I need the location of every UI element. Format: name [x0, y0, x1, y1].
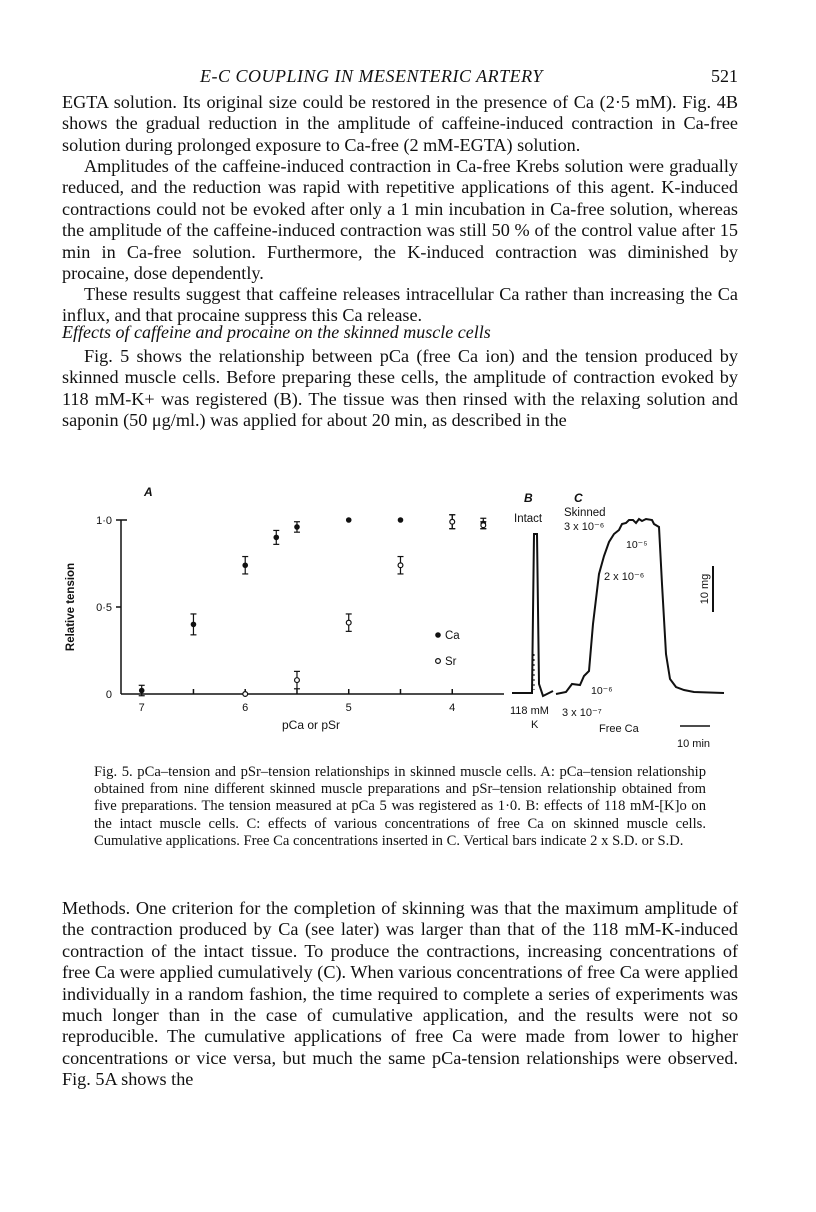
ca-point — [398, 517, 404, 523]
trace-b-label-k-conc: 118 mM — [510, 705, 549, 717]
sr-point — [243, 692, 248, 697]
trace-b-intact — [510, 513, 553, 731]
trace-c-skinned — [556, 507, 724, 735]
paragraph-fig5-intro: Fig. 5 shows the relationship between pCa (free Ca ion) and the tension produced by skinned muscle cells. Before preparing these cells, the amplitude of contraction evoked by 118 mM-K+ was registered (B). The tissue was then rinsed with the relaxing solution and saponin (50 μg/ml.) was applied for about 20 min, as described in the — [62, 346, 738, 431]
paragraph-egta: EGTA solution. Its original size could be restored in the presence of Ca (2·5 mM). Fig. 4B shows the gradual reduction in the amplitude of caffeine-induced contraction in Ca-free solution during prolonged exposure to Ca-free (2 mM-EGTA) solution. — [62, 92, 738, 155]
legend-ca-marker — [435, 632, 441, 638]
data-points — [139, 515, 487, 697]
y-tick-labels — [96, 515, 121, 701]
x-axis-label: pCa or pSr — [281, 718, 341, 732]
panel-a-label: A — [144, 485, 153, 499]
legend-ca-label: Ca — [445, 630, 460, 642]
panel-b-label: B — [524, 491, 533, 505]
ca-point — [242, 562, 248, 568]
paragraph-methods: Methods. One criterion for the completion of skinning was that the maximum amplitude of the contraction produced by Ca (see later) was larger than that of the 118 mM-K-induced contraction of the intact tissue. To produce the contractions, increasing concentrations of free Ca were applied cumulatively (C). When various concentrations of free Ca were applied individually in a random fashion, the time required to complete a series of experiments was much longer than in the case of cumulative application, and the results were not so reproducible. The cumulative applications of free Ca were made from lower to higher concentrations or vice versa, but much the same pCa-tension relationships were observed. Fig. 5A shows the — [62, 898, 738, 1090]
trace-c-1e-5: 10⁻⁵ — [626, 539, 648, 551]
paragraph-conclusion: These results suggest that caffeine releases intracellular Ca rather than increasing the Ca influx, and that procaine suppress this Ca release. — [62, 284, 738, 326]
y-tick-label: 0 — [105, 689, 112, 701]
trace-c-3e-7: 3 x 10⁻⁷ — [562, 707, 602, 719]
paragraph-caffeine-amplitudes: Amplitudes of the caffeine-induced contraction in Ca-free Krebs solution were gradually reduced, and the reduction was rapid with repetitive applications of this agent. K-induced contractions could not be evoked after only a 1 min incubation in Ca-free solution, whereas the amplitude of the caffeine-induced contraction was still 50 % of the control value after 15 min in Ca-free solution. Furthermore, the K-induced contraction was diminished by procaine, dose dependently. — [62, 156, 738, 284]
trace-c-1e-6: 10⁻⁶ — [591, 685, 613, 697]
running-title: E-C COUPLING IN MESENTERIC ARTERY — [200, 66, 543, 86]
scale-bars — [677, 566, 713, 750]
ca-point — [273, 535, 279, 541]
sr-point — [398, 563, 403, 568]
trace-b-label-k: K — [531, 719, 539, 731]
legend-sr-marker — [436, 659, 441, 664]
ca-point — [294, 524, 300, 530]
page-number: 521 — [711, 66, 738, 86]
sr-point — [450, 519, 455, 524]
y-tick-label: 1·0 — [96, 515, 112, 527]
sr-point — [295, 678, 300, 683]
trace-c-free-ca: Free Ca — [599, 723, 639, 735]
ca-point — [346, 517, 352, 523]
x-tick-label: 6 — [242, 702, 249, 714]
ca-point — [139, 688, 145, 694]
trace-b-line — [512, 534, 553, 696]
sr-point — [346, 620, 351, 625]
trace-c-label: Skinned — [564, 507, 606, 519]
trace-b-label: Intact — [514, 513, 543, 525]
y-tick-label: 0·5 — [96, 602, 112, 614]
trace-c-2e-6: 2 x 10⁻⁶ — [604, 571, 645, 583]
legend — [435, 630, 460, 668]
section-heading: Effects of caffeine and procaine on the skinned muscle cells — [62, 322, 491, 342]
vertical-scale-label: 10 mg — [699, 573, 711, 605]
sr-point — [481, 523, 486, 528]
ca-point — [191, 622, 197, 628]
y-axis-label: Relative tension — [65, 562, 77, 652]
x-tick-label: 4 — [449, 702, 456, 714]
figure-caption: Fig. 5. pCa–tension and pSr–tension relationships in skinned muscle cells. A: pCa–tension relationship obtained from nine different skinned muscle preparations and pSr–tension relationship obtained from five preparations. The tension measured at pCa 5 was registered as 1·0. B: effects of 118 mM-[K]o on the intact muscle cells. C: effects of various concentrations of free Ca on skinned muscle cells. Cumulative applications. Free Ca concentrations inserted in C. Vertical bars indicate 2 x S.D. or S.D. — [94, 764, 706, 849]
x-tick-labels — [139, 689, 456, 714]
page-header — [62, 66, 738, 92]
x-tick-label: 5 — [345, 702, 352, 714]
legend-sr-label: Sr — [445, 656, 457, 668]
horizontal-scale-label: 10 min — [677, 738, 711, 750]
trace-c-3e-6: 3 x 10⁻⁶ — [564, 521, 605, 533]
x-tick-label: 7 — [138, 702, 145, 714]
figure-5 — [56, 484, 746, 760]
panel-c-label: C — [574, 491, 583, 505]
